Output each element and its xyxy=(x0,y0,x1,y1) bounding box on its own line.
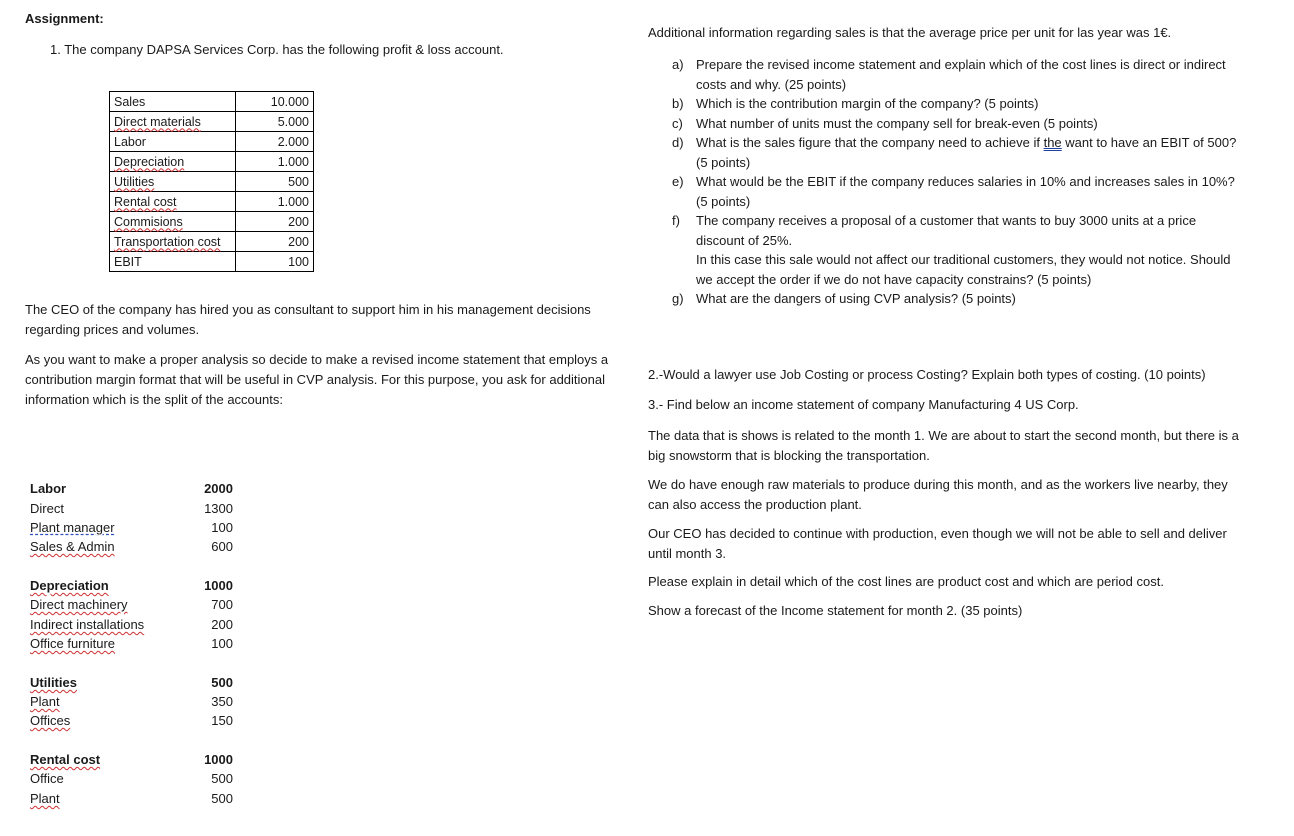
question-text: In this case this sale would not affect our traditional customers, they would not notice. Should we accept the order if we do not have capacity constrains? (5 points) xyxy=(696,252,1231,287)
list-item-value: 600 xyxy=(211,539,233,554)
row-value: 200 xyxy=(236,212,314,232)
group-total: 1000 xyxy=(204,752,233,767)
row-value: 100 xyxy=(236,252,314,272)
questions-list xyxy=(648,55,1248,309)
list-item xyxy=(30,692,60,712)
list-item-label: Office furniture xyxy=(30,636,116,651)
additional-info: Additional information regarding sales is that the average price per unit for las year was 1€. xyxy=(648,25,1172,40)
question-text: What would be the EBIT if the company reduces salaries in 10% and increases sales in 10%? (5 points) xyxy=(696,174,1235,209)
q3-paragraph-4: Please explain in detail which of the cost lines are product cost and which are period cost. xyxy=(648,574,1164,589)
list-item-value: 100 xyxy=(211,636,233,651)
list-item-label: Indirect installations xyxy=(30,617,145,632)
question-text: Which is the contribution margin of the company? (5 points) xyxy=(696,96,1039,111)
list-marker: b) xyxy=(672,96,684,111)
group-total: 1000 xyxy=(204,578,233,593)
q3-paragraph-2: We do have enough raw materials to produce during this month, and as the workers live nearby, they can also access the production plant. xyxy=(648,477,1228,512)
list-item xyxy=(30,711,70,731)
row-label: Labor xyxy=(110,132,236,152)
question-2: 2.-Would a lawyer use Job Costing or process Costing? Explain both types of costing. (10 points) xyxy=(648,367,1206,382)
group-title xyxy=(30,750,100,770)
table-row xyxy=(110,112,314,132)
table-row xyxy=(110,152,314,172)
row-label xyxy=(110,212,236,232)
group-total: 2000 xyxy=(204,481,233,496)
row-value: 10.000 xyxy=(236,92,314,112)
assignment-heading: Assignment: xyxy=(25,11,104,26)
row-label-text: Direct materials xyxy=(114,114,201,129)
list-item-label: Sales & Admin xyxy=(30,539,115,554)
q3-paragraph-3: Our CEO has decided to continue with production, even though we will not be able to sell and deliver until month 3. xyxy=(648,526,1227,561)
row-value: 1.000 xyxy=(236,152,314,172)
list-marker: d) xyxy=(672,135,684,150)
row-label xyxy=(110,232,236,252)
row-label: EBIT xyxy=(110,252,236,272)
table-row xyxy=(110,212,314,232)
list-item-value: 500 xyxy=(211,791,233,806)
list-item-value: 1300 xyxy=(204,501,233,516)
row-label-text: Transportation cost xyxy=(114,234,221,249)
list-marker: f) xyxy=(672,213,680,228)
group-title xyxy=(30,576,109,596)
list-marker: a) xyxy=(672,57,684,72)
group-title-text: Rental cost xyxy=(30,752,101,767)
list-item-label: Direct machinery xyxy=(30,597,128,612)
question-text: want to have an EBIT of 500? (5 points) xyxy=(696,135,1237,170)
list-item-label: Plant xyxy=(30,694,60,709)
list-item-value: 200 xyxy=(211,617,233,632)
list-marker: e) xyxy=(672,174,684,189)
row-label-text: Commisions xyxy=(114,214,183,229)
list-item-label: Offices xyxy=(30,713,71,728)
table-row xyxy=(110,132,314,152)
row-label xyxy=(110,152,236,172)
row-label xyxy=(110,172,236,192)
list-item xyxy=(648,172,1248,211)
analysis-paragraph: As you want to make a proper analysis so decide to make a revised income statement that employs a contribution margin format that will be useful in CVP analysis. For this purpose, you ask for additional information which is the split of the accounts: xyxy=(25,352,609,407)
list-marker: g) xyxy=(672,291,684,306)
group-title-text: Depreciation xyxy=(30,578,109,593)
question-text: What number of units must the company sell for break-even (5 points) xyxy=(696,115,1098,131)
list-item xyxy=(30,634,115,654)
list-item xyxy=(30,537,115,557)
list-item: Office xyxy=(30,771,64,786)
list-item xyxy=(648,94,1248,114)
list-item: Direct xyxy=(30,501,64,516)
row-value: 500 xyxy=(236,172,314,192)
list-item xyxy=(648,114,1248,134)
row-value: 2.000 xyxy=(236,132,314,152)
question-text: What are the dangers of using CVP analysis? (5 points) xyxy=(696,291,1016,306)
row-label-text: Depreciation xyxy=(114,154,185,169)
profit-loss-table xyxy=(109,91,314,272)
list-item xyxy=(648,289,1248,309)
list-item xyxy=(30,615,144,635)
row-value: 1.000 xyxy=(236,192,314,212)
list-item-label: Plant manager xyxy=(30,520,115,535)
ceo-paragraph: The CEO of the company has hired you as consultant to support him in his management decisions regarding prices and volumes. xyxy=(25,302,591,337)
question-3: 3.- Find below an income statement of company Manufacturing 4 US Corp. xyxy=(648,397,1079,412)
question-text: Prepare the revised income statement and explain which of the cost lines is direct or indirect costs and why. (25 points) xyxy=(696,57,1226,92)
question-text: What is the sales figure that the company need to achieve if xyxy=(696,135,1044,150)
question-text: The company receives a proposal of a customer that wants to buy 3000 units at a price discount of 25%. xyxy=(696,213,1197,248)
list-item-value: 500 xyxy=(211,771,233,786)
list-item-label: Plant xyxy=(30,791,60,806)
table-row xyxy=(110,172,314,192)
list-marker: c) xyxy=(672,115,683,131)
q3-paragraph-1: The data that is shows is related to the month 1. We are about to start the second month, but there is a big snowstorm that is blocking the transportation. xyxy=(648,428,1239,463)
list-item xyxy=(648,133,1248,172)
group-title-text: Utilities xyxy=(30,675,77,690)
question-text-marked: the xyxy=(1043,135,1062,150)
list-item-value: 700 xyxy=(211,597,233,612)
list-item xyxy=(30,595,128,615)
row-value: 5.000 xyxy=(236,112,314,132)
list-item-value: 150 xyxy=(211,713,233,728)
table-row xyxy=(110,192,314,212)
table-row xyxy=(110,92,314,112)
list-item xyxy=(30,789,60,809)
row-label xyxy=(110,192,236,212)
table-row xyxy=(110,252,314,272)
row-label-text: Rental cost xyxy=(114,194,177,209)
group-title xyxy=(30,673,77,693)
row-label: Sales xyxy=(110,92,236,112)
question-1-intro: 1. The company DAPSA Services Corp. has the following profit & loss account. xyxy=(50,42,504,57)
row-label xyxy=(110,112,236,132)
list-item xyxy=(648,211,1248,289)
q3-paragraph-5: Show a forecast of the Income statement for month 2. (35 points) xyxy=(648,603,1023,618)
list-item-value: 350 xyxy=(211,694,233,709)
table-row xyxy=(110,232,314,252)
list-item xyxy=(648,55,1248,94)
list-item-value: 100 xyxy=(211,520,233,535)
group-title: Labor xyxy=(30,481,67,496)
group-total: 500 xyxy=(211,675,233,690)
list-item xyxy=(30,518,115,538)
row-value: 200 xyxy=(236,232,314,252)
row-label-text: Utilities xyxy=(114,174,155,189)
